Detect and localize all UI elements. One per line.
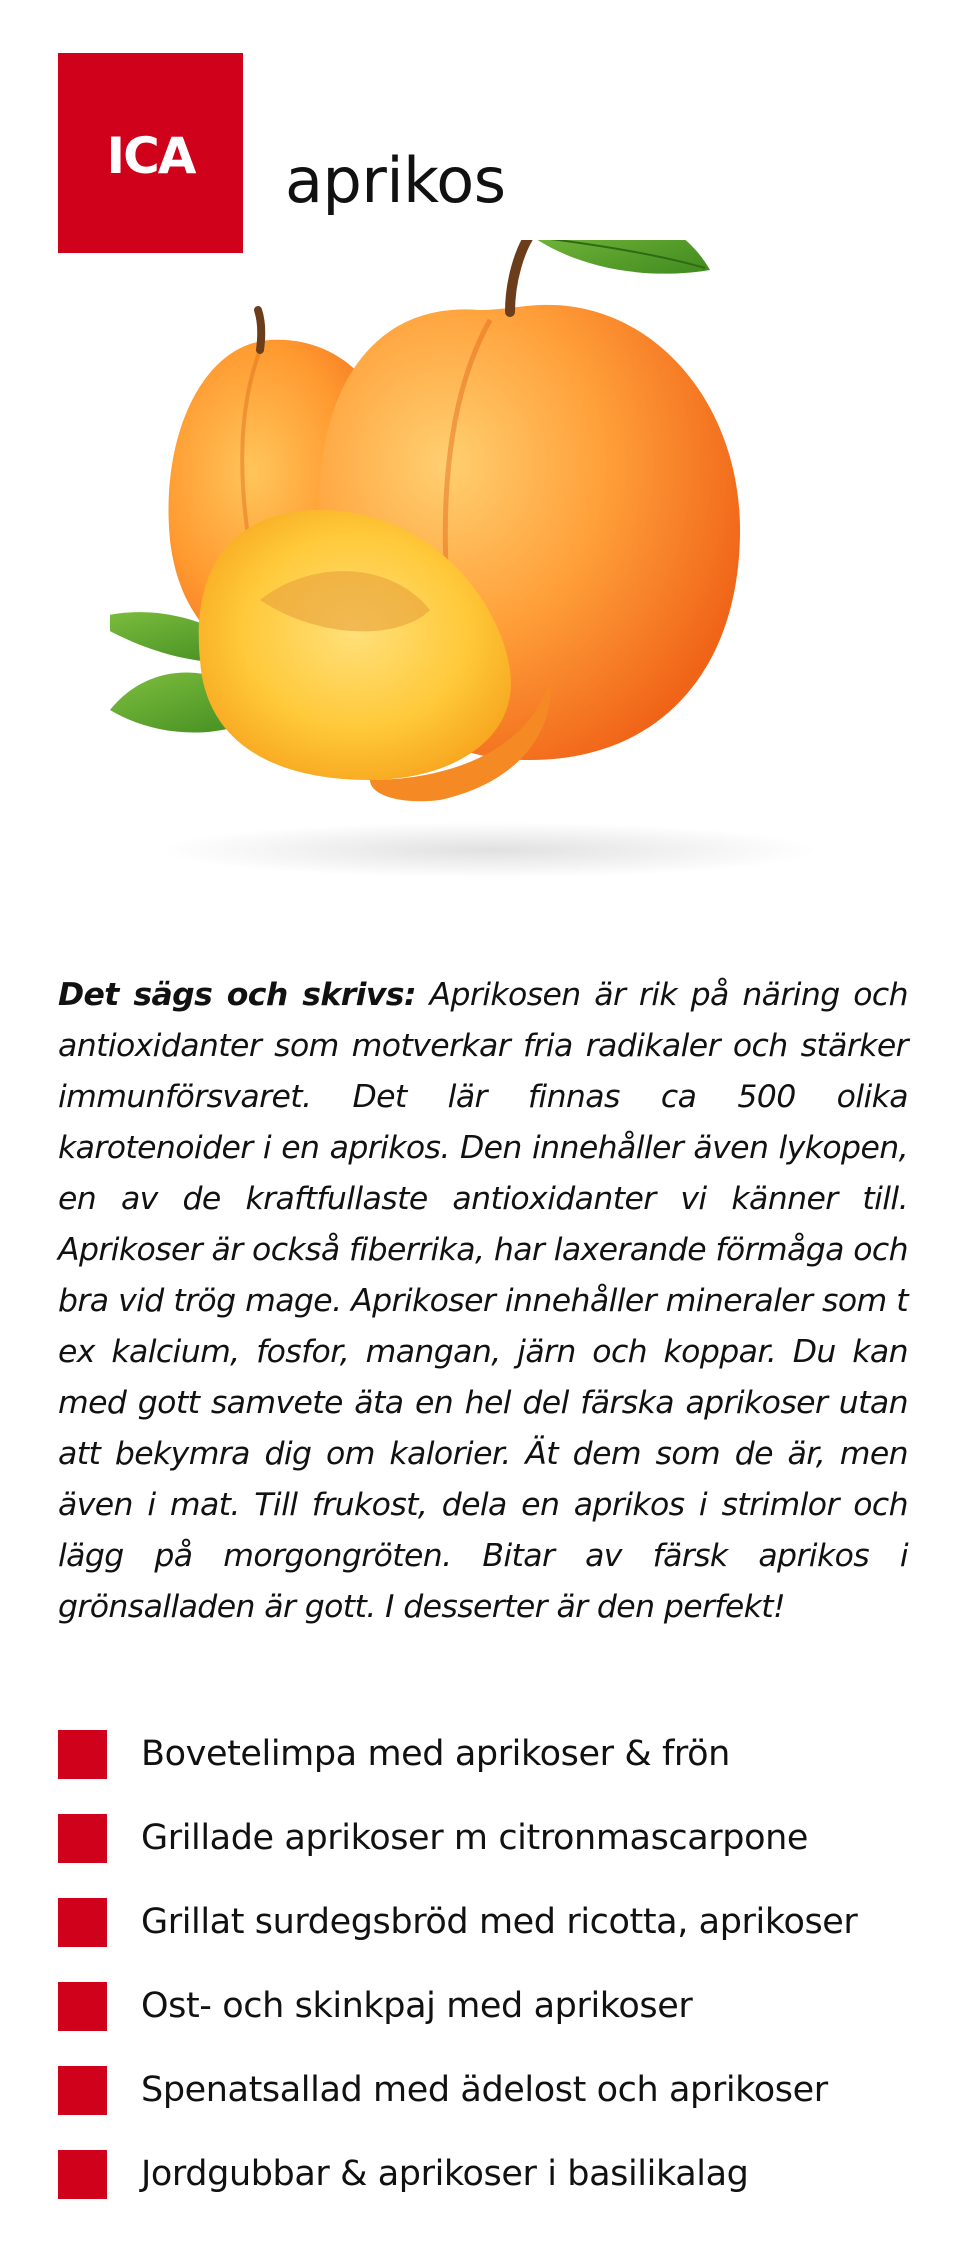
description-lead: Det sägs och skrivs: [58, 977, 416, 1013]
recipe-label: Bovetelimpa med aprikoser & frön [141, 1734, 730, 1774]
product-title: aprikos [285, 144, 506, 217]
recipe-item [58, 1964, 938, 2048]
apricot-illustration-icon [110, 240, 890, 890]
logo-text: ICA [106, 127, 195, 185]
square-bullet-icon [58, 2066, 107, 2115]
square-bullet-icon [58, 2150, 107, 2199]
recipe-item [58, 2132, 938, 2216]
square-bullet-icon [58, 1730, 107, 1779]
square-bullet-icon [58, 1814, 107, 1863]
recipe-list [58, 1712, 938, 2216]
description-body: Aprikosen är rik på näring och antioxidanter som motverkar fria radikaler och stärker immunförsvaret. Det lär finnas ca 500 olika karotenoider i en aprikos. Den innehåller även lykopen, en av de kraftfullaste antioxidanter vi känner till. Aprikoser är också fiberrika, har laxerande förmåga och bra vid trög mage. Aprikoser innehåller mineraler som t ex kalcium, fosfor, mangan, järn och koppar. Du kan med gott samvete äta en hel del färska aprikoser utan att bekymra dig om kalorier. Ät dem som de är, men även i mat. Till frukost, dela en aprikos i strimlor och lägg på morgongröten. Bitar av färsk aprikos i grönsalladen är gott. I desserter är den perfekt! [58, 977, 908, 1625]
square-bullet-icon [58, 1982, 107, 2031]
recipe-item [58, 2048, 938, 2132]
recipe-label: Grillat surdegsbröd med ricotta, aprikoser [141, 1902, 858, 1942]
recipe-label: Jordgubbar & aprikoser i basilikalag [141, 2154, 749, 2194]
recipe-label: Spenatsallad med ädelost och aprikoser [141, 2070, 828, 2110]
recipe-item [58, 1880, 938, 1964]
recipe-item [58, 1712, 938, 1796]
recipe-label: Grillade aprikoser m citronmascarpone [141, 1818, 809, 1858]
description-text [58, 970, 908, 1633]
recipe-item [58, 1796, 938, 1880]
recipe-label: Ost- och skinkpaj med aprikoser [141, 1986, 693, 2026]
ica-logo [58, 53, 243, 253]
square-bullet-icon [58, 1898, 107, 1947]
